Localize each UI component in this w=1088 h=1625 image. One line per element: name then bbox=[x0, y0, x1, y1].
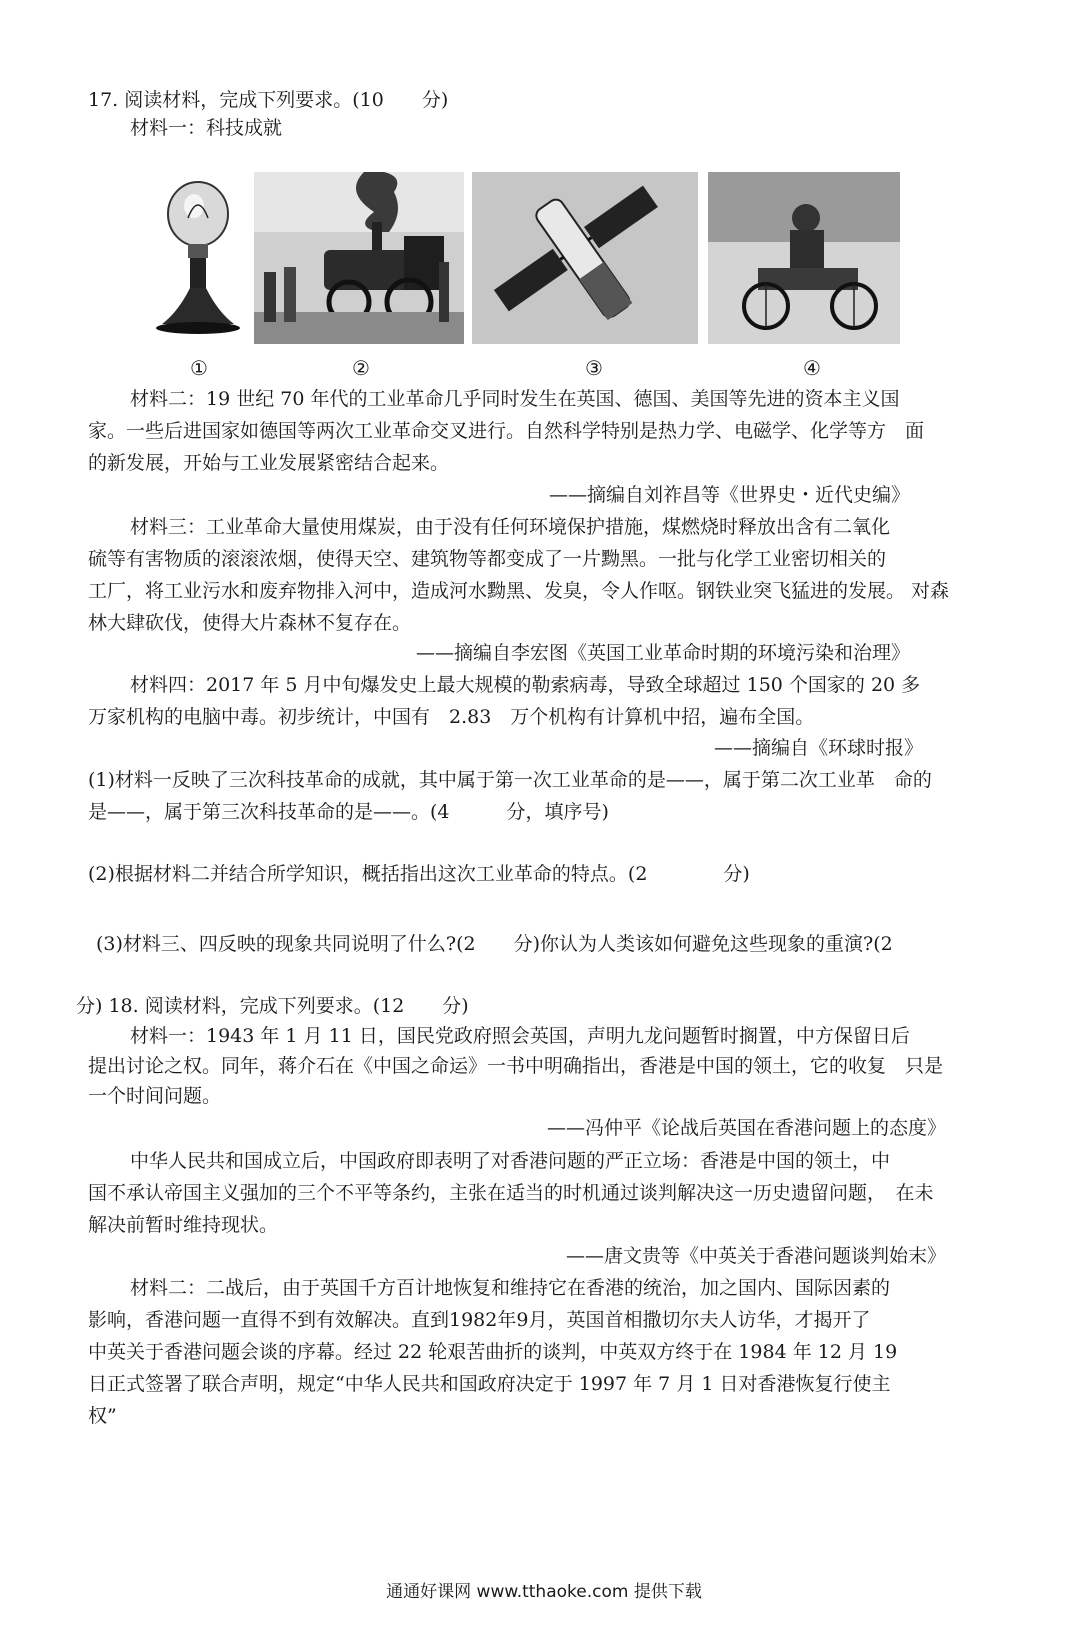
q18-material-1b-line: 解决前暂时维持现状。 bbox=[88, 1214, 279, 1236]
q17-material-4-source: ——摘编自《环球时报》 bbox=[713, 737, 923, 759]
q18-material-2-line: 材料二：二战后，由于英国千方百计地恢复和维持它在香港的统治，加之国内、国际因素的 bbox=[130, 1277, 891, 1299]
q18-material-1-source: ——冯仲平《论战后英国在香港问题上的态度》 bbox=[546, 1117, 946, 1139]
q17-question-1-line: 是——，属于第三次科技革命的是——。(4 分，填序号) bbox=[88, 801, 609, 823]
q17-material-3-line: 工厂，将工业污水和废弃物排入河中，造成河水黝黑、发臭，令人作呕。钢铁业突飞猛进的发展。 对森 bbox=[88, 580, 950, 602]
q17-question-3: (3)材料三、四反映的现象共同说明了什么?(2 分)你认为人类该如何避免这些现象的重演?(2 bbox=[96, 933, 893, 955]
q18-material-1-line: 一个时间问题。 bbox=[88, 1085, 222, 1107]
q17-material-1-label: 材料一：科技成就 bbox=[130, 117, 283, 139]
q18-material-1b-line: 中华人民共和国成立后，中国政府即表明了对香港问题的严正立场：香港是中国的领土，中 bbox=[130, 1150, 891, 1172]
q18-material-2-line: 日正式签署了联合声明，规定“中华人民共和国政府决定于 1997 年 7 月 1 日对香港恢复行使主 bbox=[88, 1373, 891, 1395]
photo-number-3: ③ bbox=[585, 356, 603, 380]
q17-material-4-line: 材料四：2017 年 5 月中旬爆发史上最大规模的勒索病毒，导致全球超过 150 个国家的 20 多 bbox=[130, 674, 921, 696]
q17-material-3-line: 硫等有害物质的滚滚浓烟，使得天空、建筑物等都变成了一片黝黑。一批与化学工业密切相关的 bbox=[88, 548, 887, 570]
page-footer: 通通好课网 www.tthaoke.com 提供下载 bbox=[386, 1582, 702, 1602]
q18-material-1b-line: 国不承认帝国主义强加的三个不平等条约，主张在适当的时机通过谈判解决这一历史遗留问题， 在未 bbox=[88, 1182, 934, 1204]
photo-early-automobile bbox=[708, 172, 900, 344]
q17-material-3-line: 材料三：工业革命大量使用煤炭，由于没有任何环境保护措施，煤燃烧时释放出含有二氧化 bbox=[130, 516, 891, 538]
photo-spacecraft bbox=[472, 172, 698, 344]
photo-number-1: ① bbox=[190, 356, 208, 380]
q17-material-3-source: ——摘编自李宏图《英国工业革命时期的环境污染和治理》 bbox=[415, 642, 910, 664]
q18-material-2-line: 中英关于香港问题会谈的序幕。经过 22 轮艰苦曲折的谈判，中英双方终于在 1984 年 12 月 19 bbox=[88, 1341, 898, 1363]
photo-steam-locomotive bbox=[254, 172, 464, 344]
photo-number-2: ② bbox=[352, 356, 370, 380]
q18-title: 分) 18. 阅读材料，完成下列要求。(12 分) bbox=[76, 995, 469, 1017]
q18-material-2-line: 影响，香港问题一直得不到有效解决。直到1982年9月，英国首相撒切尔夫人访华，才揭开了 bbox=[88, 1309, 871, 1331]
photo-light-bulb bbox=[150, 172, 250, 344]
q18-material-1b-source: ——唐文贵等《中英关于香港问题谈判始末》 bbox=[565, 1245, 946, 1267]
q17-material-4-line: 万家机构的电脑中毒。初步统计，中国有 2.83 万个机构有计算机中招，遍布全国。 bbox=[88, 706, 815, 728]
q18-material-1-line: 提出讨论之权。同年，蒋介石在《中国之命运》一书中明确指出，香港是中国的领土，它的收复 只是 bbox=[88, 1055, 944, 1077]
material-1-photos bbox=[150, 172, 910, 347]
q17-material-2-line: 的新发展，开始与工业发展紧密结合起来。 bbox=[88, 452, 450, 474]
q18-material-2-line: 权” bbox=[88, 1405, 117, 1427]
q18-material-1-line: 材料一：1943 年 1 月 11 日，国民党政府照会英国，声明九龙问题暂时搁置，中方保留日后 bbox=[130, 1025, 910, 1047]
q17-question-2: (2)根据材料二并结合所学知识，概括指出这次工业革命的特点。(2 分) bbox=[88, 863, 750, 885]
q17-material-2-line: 家。一些后进国家如德国等两次工业革命交叉进行。自然科学特别是热力学、电磁学、化学等方 面 bbox=[88, 420, 925, 442]
q17-question-1-line: (1)材料一反映了三次科技革命的成就，其中属于第一次工业革命的是——，属于第二次工业革 命的 bbox=[88, 769, 932, 791]
q17-title: 17. 阅读材料，完成下列要求。(10 分) bbox=[88, 89, 449, 111]
photo-number-4: ④ bbox=[803, 356, 821, 380]
q17-material-2-line: 材料二：19 世纪 70 年代的工业革命几乎同时发生在英国、德国、美国等先进的资本主义国 bbox=[130, 388, 900, 410]
q17-material-2-source: ——摘编自刘祚昌等《世界史・近代史编》 bbox=[548, 484, 910, 506]
q17-material-3-line: 林大肆砍伐，使得大片森林不复存在。 bbox=[88, 612, 412, 634]
